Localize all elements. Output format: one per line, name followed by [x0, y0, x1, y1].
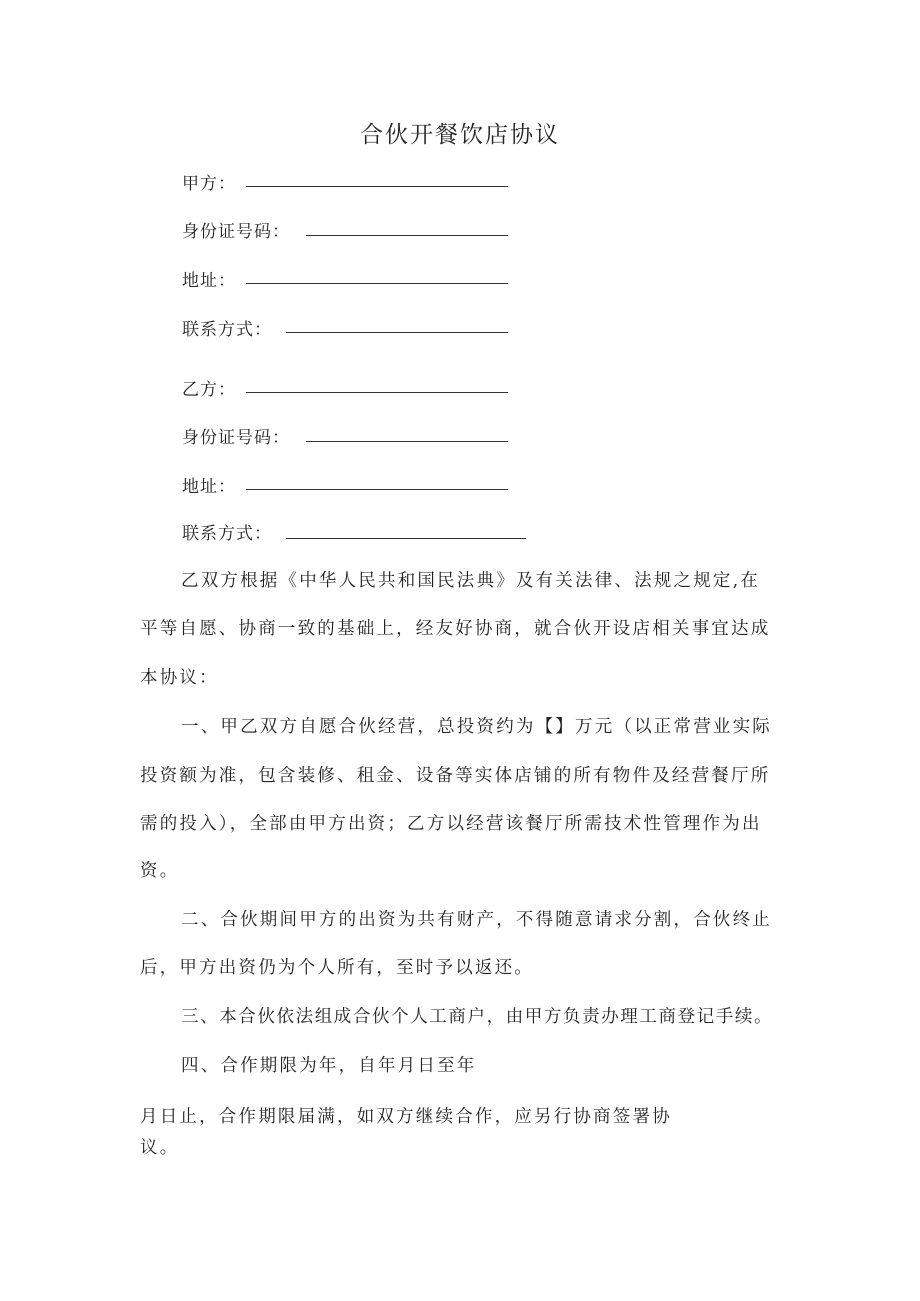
paragraph-line: 乙双方根据《中华人民共和国民法典》及有关法律、法规之规定,在: [181, 571, 761, 591]
paragraph-line: 月日止，合作期限届满，如双方继续合作，应另行协商签署协: [140, 1107, 672, 1127]
paragraph-line: 四、合作期限为年，自年月日至年: [181, 1056, 477, 1076]
party-a-name-blank[interactable]: [246, 186, 508, 187]
party-a-contact-blank[interactable]: [286, 332, 508, 333]
party-a-address-label: 地址：: [182, 271, 236, 291]
party-a-id-blank[interactable]: [306, 235, 508, 236]
paragraph-line: 需的投入），全部由甲方出资；乙方以经营该餐厅所需技术性管理作为出: [140, 814, 762, 834]
paragraph-line: 资。: [140, 861, 180, 881]
document-title: 合伙开餐饮店协议: [360, 122, 560, 148]
paragraph-line: 三、本合伙依法组成合伙个人工商户，由甲方负责办理工商登记手续。: [181, 1007, 774, 1027]
party-b-id-blank[interactable]: [306, 441, 508, 442]
paragraph-line: 投资额为准，包含装修、租金、设备等实体店铺的所有物件及经营餐厅所: [140, 766, 771, 786]
paragraph-line: 议。: [140, 1138, 180, 1158]
party-b-name-blank[interactable]: [246, 392, 508, 393]
paragraph-line: 二、合伙期间甲方的出资为共有财产，不得随意请求分割，合伙终止: [181, 910, 772, 930]
paragraph-line: 本协议：: [140, 668, 219, 688]
party-a-address-blank[interactable]: [246, 283, 508, 284]
party-b-contact-blank[interactable]: [286, 538, 526, 539]
party-a-id-label: 身份证号码：: [182, 222, 290, 242]
party-b-address-blank[interactable]: [246, 489, 508, 490]
paragraph-line: 后，甲方出资仍为个人所有，至时予以返还。: [140, 958, 534, 978]
paragraph-line: 平等自愿、协商一致的基础上，经友好协商，就合伙开设店相关事宜达成: [140, 619, 771, 639]
party-a-name-label: 甲方：: [182, 174, 236, 194]
party-b-contact-label: 联系方式：: [182, 524, 272, 544]
party-b-name-label: 乙方：: [182, 380, 236, 400]
paragraph-line: 一、甲乙双方自愿合伙经营，总投资约为【】万元（以正常营业实际: [181, 717, 772, 737]
party-b-id-label: 身份证号码：: [182, 428, 290, 448]
party-b-address-label: 地址：: [182, 477, 236, 497]
party-a-contact-label: 联系方式：: [182, 320, 272, 340]
